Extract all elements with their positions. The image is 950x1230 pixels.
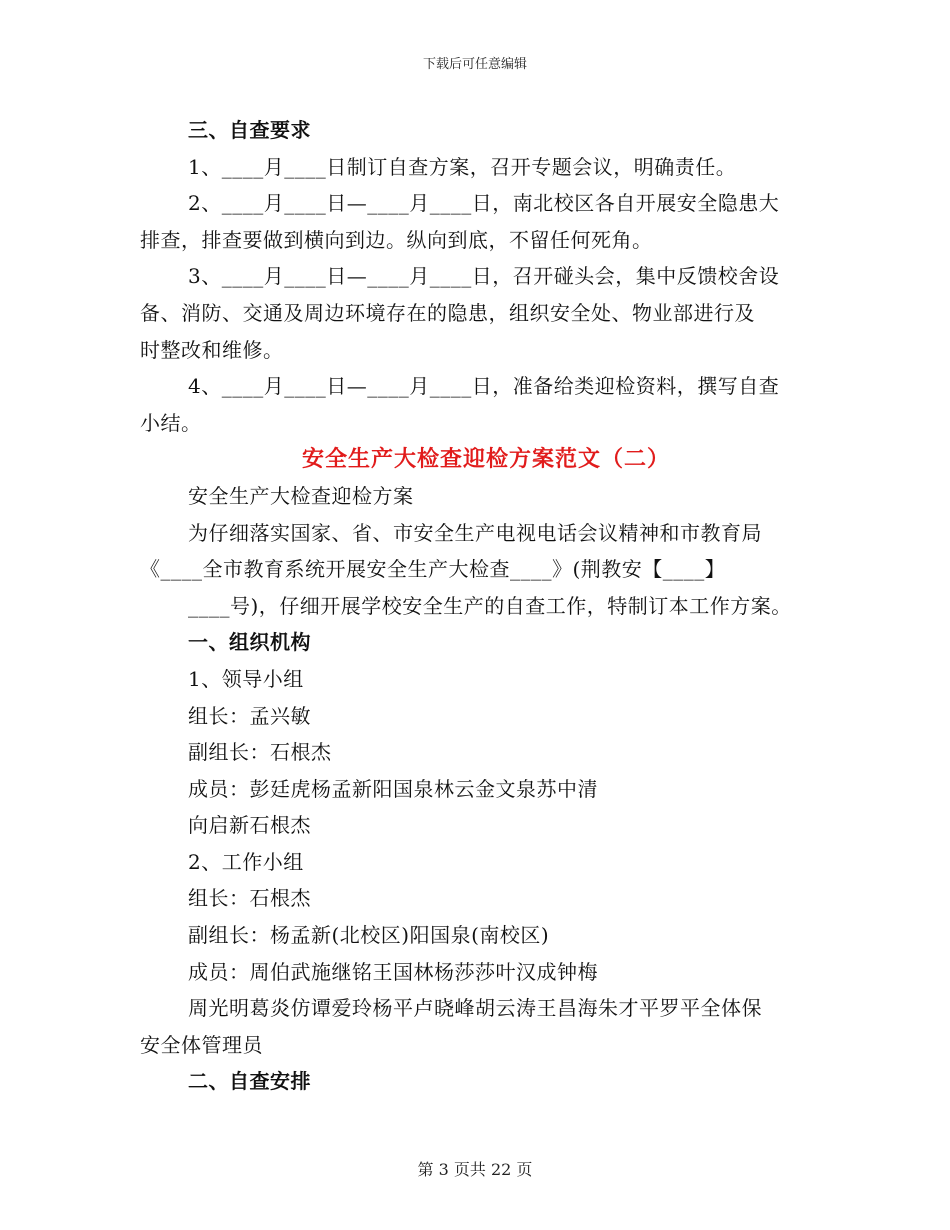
section-heading: 二、自查安排 xyxy=(188,1069,311,1094)
section-heading: 一、组织机构 xyxy=(188,630,311,655)
paragraph-line: 1、____月____日制订自查方案，召开专题会议，明确责任。 xyxy=(188,154,737,179)
paragraph-line: 为仔细落实国家、省、市安全生产电视电话会议精神和市教育局 xyxy=(188,520,762,545)
paragraph-line: 小结。 xyxy=(140,410,202,435)
paragraph-line: 副组长：杨孟新(北校区)阳国泉(南校区) xyxy=(188,923,550,948)
paragraph-line: 安全体管理员 xyxy=(140,1032,263,1057)
paragraph-line: 组长：石根杰 xyxy=(188,886,311,911)
paragraph-line: 组长：孟兴敏 xyxy=(188,703,311,728)
paragraph-line: ____号)，仔细开展学校安全生产的自查工作，特制订本工作方案。 xyxy=(188,593,792,618)
paragraph-line: 向启新石根杰 xyxy=(188,813,311,838)
paragraph-line: 2、____月____日—____月____日，南北校区各自开展安全隐患大 xyxy=(188,191,780,216)
paragraph-line: 副组长：石根杰 xyxy=(188,740,332,765)
paragraph-line: 周光明葛炎仿谭爱玲杨平卢晓峰胡云涛王昌海朱才平罗平全体保 xyxy=(188,996,762,1021)
paragraph-line: 成员：周伯武施继铭王国林杨莎莎叶汉成钟梅 xyxy=(188,959,598,984)
document-title: 安全生产大检查迎检方案范文（二） xyxy=(301,446,670,473)
paragraph-line: 1、领导小组 xyxy=(188,666,304,691)
paragraph-line: 成员：彭廷虎杨孟新阳国泉林云金文泉苏中清 xyxy=(188,776,598,801)
paragraph-line: 3、____月____日—____月____日，召开碰头会，集中反馈校舍设 xyxy=(188,264,780,289)
paragraph-line: 《____全市教育系统开展安全生产大检查____》(荆教安【____】 xyxy=(140,557,726,582)
document-body xyxy=(140,112,820,1100)
page-header: 下载后可任意编辑 xyxy=(422,57,527,72)
paragraph-line: 备、消防、交通及周边环境存在的隐患，组织安全处、物业部进行及 xyxy=(140,300,755,325)
paragraph-line: 2、工作小组 xyxy=(188,849,304,874)
paragraph-line: 安全生产大检查迎检方案 xyxy=(188,483,414,508)
paragraph-line: 排查，排查要做到横向到边。纵向到底，不留任何死角。 xyxy=(140,227,653,252)
page-footer: 第 3 页共 22 页 xyxy=(417,1160,533,1179)
paragraph-line: 时整改和维修。 xyxy=(140,337,284,362)
paragraph-line: 4、____月____日—____月____日，准备给类迎检资料，撰写自查 xyxy=(188,374,780,399)
section-heading: 三、自查要求 xyxy=(188,118,311,142)
